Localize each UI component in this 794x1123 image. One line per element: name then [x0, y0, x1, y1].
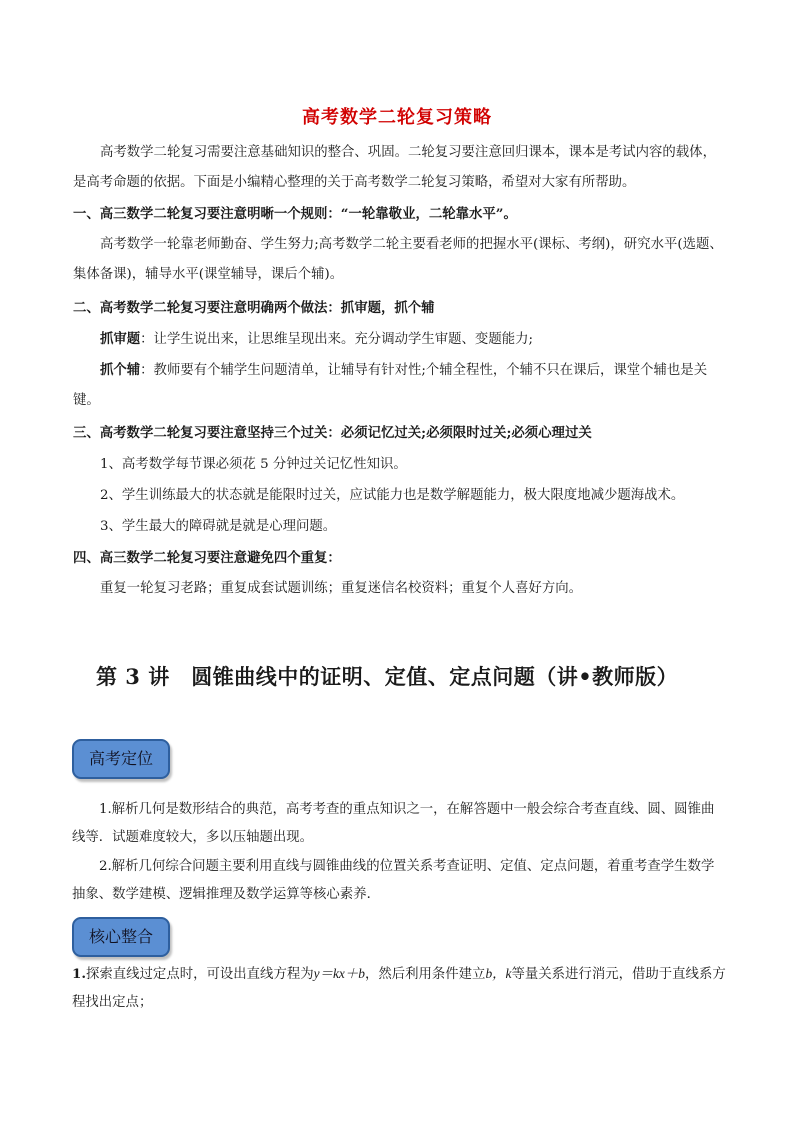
section3-item: 1、高考数学每节课必须花 5 分钟过关记忆性知识。: [100, 457, 407, 472]
positioning-paragraph-2: 2.解析几何综合问题主要利用直线与圆锥曲线的位置关系考查证明、定值、定点问题，着重考查学生数学抽象、数学建模、逻辑推理及数学运算等核心素养．: [72, 859, 715, 902]
section3-item: 2、学生训练最大的状态就是能限时过关，应试能力也是数学解题能力，极大限度地减少题海战术。: [100, 488, 685, 503]
section2-text-2: ：教师要有个辅学生问题清单，让辅导有针对性;个辅全程性，个辅不只在课后，课堂个辅也是关键。: [73, 363, 708, 408]
section1-body: 高考数学一轮靠老师勤奋、学生努力;高考数学二轮主要看老师的把握水平(课标、考纲)，研究水平(选题、集体备课)，辅导水平(课堂辅导，课后个辅)。: [73, 237, 723, 282]
section3-item: 3、学生最大的障碍就是就是心理问题。: [100, 519, 337, 534]
core-vars: b，k: [485, 966, 512, 981]
intro-paragraph: 高考数学二轮复习需要注意基础知识的整合、巩固。二轮复习要注意回归课本，课本是考试内容的载体，是高考命题的依据。下面是小编精心整理的关于高考数学二轮复习策略，希望对大家有所帮助。: [73, 145, 716, 190]
core-text-a: 探索直线过定点时，可设出直线方程为: [85, 967, 314, 982]
section2-lead-2: 抓个辅: [100, 362, 141, 378]
gaokao-positioning-badge: 高考定位: [72, 739, 170, 779]
document-title: 高考数学二轮复习策略: [302, 107, 492, 128]
core-paragraph-1: [72, 960, 727, 1017]
positioning-paragraph-1: 1.解析几何是数形结合的典范，高考考查的重点知识之一，在解答题中一般会综合考查直线、圆、圆锥曲线等．试题难度较大，多以压轴题出现。: [72, 802, 715, 845]
lecture-title: 第 3 讲 圆锥曲线中的证明、定值、定点问题（讲•教师版）: [96, 664, 679, 689]
section2-paragraph-2: [73, 355, 723, 416]
section2-paragraph-1: [73, 324, 723, 355]
section2-text-1: ：让学生说出来，让思维呈现出来。充分调动学生审题、变题能力;: [140, 332, 534, 347]
section3-heading: 三、高考数学二轮复习要注意坚持三个过关：必须记忆过关;必须限时过关;必须心理过关: [73, 425, 592, 441]
section4-heading: 四、高三数学二轮复习要注意避免四个重复：: [73, 550, 341, 566]
core-number: 1.: [72, 966, 86, 982]
core-integration-badge: 核心整合: [72, 917, 170, 957]
core-formula: y＝kx＋b: [313, 966, 365, 981]
core-text-c: 等量关系进行消元，借助于直线系方程找出定点；: [72, 967, 726, 1010]
section2-lead-1: 抓审题: [100, 331, 141, 347]
section4-body: 重复一轮复习老路；重复成套试题训练；重复迷信名校资料；重复个人喜好方向。: [100, 581, 583, 596]
section1-heading: 一、高三数学二轮复习要注意明晰一个规则：“一轮靠敬业，二轮靠水平”。: [73, 206, 517, 222]
section2-heading: 二、高考数学二轮复习要注意明确两个做法：抓审题，抓个辅: [73, 300, 435, 316]
core-text-b: ，然后利用条件建立: [364, 967, 486, 982]
